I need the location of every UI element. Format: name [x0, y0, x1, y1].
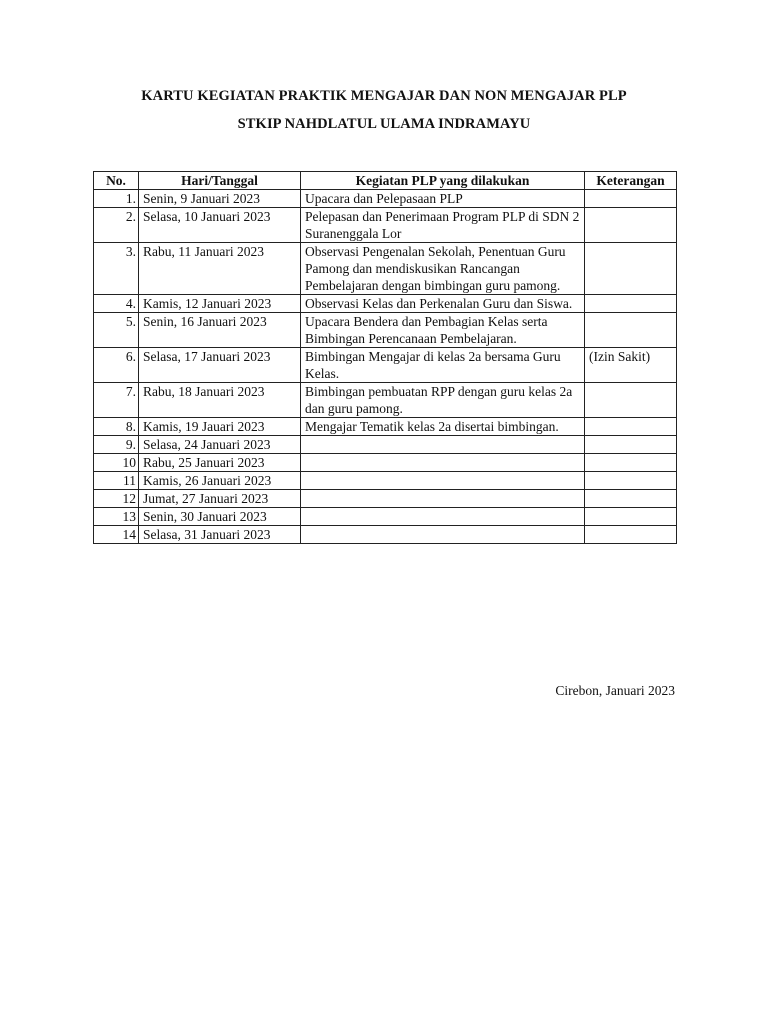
- row-activity: [301, 436, 585, 454]
- table-row: [94, 348, 677, 383]
- row-activity: Bimbingan Mengajar di kelas 2a bersama Guru Kelas.: [301, 348, 585, 383]
- row-note: [585, 526, 677, 544]
- row-date: Senin, 16 Januari 2023: [139, 313, 301, 348]
- row-note: [585, 208, 677, 243]
- row-date: Kamis, 12 Januari 2023: [139, 295, 301, 313]
- row-no: 3.: [94, 243, 139, 295]
- row-no: 8.: [94, 418, 139, 436]
- row-note: [585, 490, 677, 508]
- table-row: [94, 526, 677, 544]
- document-title: KARTU KEGIATAN PRAKTIK MENGAJAR DAN NON MENGAJAR PLP: [141, 88, 627, 104]
- row-activity: Observasi Kelas dan Perkenalan Guru dan Siswa.: [301, 295, 585, 313]
- row-activity: Upacara dan Pelepasaan PLP: [301, 190, 585, 208]
- row-activity: Bimbingan pembuatan RPP dengan guru kelas 2a dan guru pamong.: [301, 383, 585, 418]
- row-activity: [301, 526, 585, 544]
- row-note: (Izin Sakit): [585, 348, 677, 383]
- row-note: [585, 454, 677, 472]
- header-activity: Kegiatan PLP yang dilakukan: [301, 172, 585, 190]
- row-no: 10: [94, 454, 139, 472]
- activity-table: [93, 171, 677, 544]
- table-row: [94, 295, 677, 313]
- table-row: [94, 190, 677, 208]
- row-no: 9.: [94, 436, 139, 454]
- row-activity: [301, 490, 585, 508]
- table-row: [94, 208, 677, 243]
- table-row: [94, 383, 677, 418]
- row-date: Senin, 30 Januari 2023: [139, 508, 301, 526]
- table-row: [94, 454, 677, 472]
- row-date: Selasa, 17 Januari 2023: [139, 348, 301, 383]
- row-activity: [301, 454, 585, 472]
- row-date: Kamis, 26 Januari 2023: [139, 472, 301, 490]
- row-no: 5.: [94, 313, 139, 348]
- row-note: [585, 418, 677, 436]
- row-activity: Mengajar Tematik kelas 2a disertai bimbingan.: [301, 418, 585, 436]
- institution-name: STKIP NAHDLATUL ULAMA INDRAMAYU: [237, 116, 531, 132]
- row-no: 6.: [94, 348, 139, 383]
- row-date: Rabu, 11 Januari 2023: [139, 243, 301, 295]
- table-row: [94, 418, 677, 436]
- row-activity: [301, 472, 585, 490]
- row-note: [585, 313, 677, 348]
- row-no: 1.: [94, 190, 139, 208]
- row-note: [585, 472, 677, 490]
- row-date: Rabu, 25 Januari 2023: [139, 454, 301, 472]
- row-note: [585, 190, 677, 208]
- table-row: [94, 472, 677, 490]
- row-note: [585, 436, 677, 454]
- table-row: [94, 490, 677, 508]
- table-header-row: [94, 172, 677, 190]
- header-no: No.: [94, 172, 139, 190]
- row-no: 7.: [94, 383, 139, 418]
- row-date: Senin, 9 Januari 2023: [139, 190, 301, 208]
- row-date: Jumat, 27 Januari 2023: [139, 490, 301, 508]
- row-note: [585, 295, 677, 313]
- row-date: Selasa, 24 Januari 2023: [139, 436, 301, 454]
- table-row: [94, 243, 677, 295]
- row-activity: Upacara Bendera dan Pembagian Kelas serta Bimbingan Perencanaan Pembelajaran.: [301, 313, 585, 348]
- table-row: [94, 508, 677, 526]
- header-date: Hari/Tanggal: [139, 172, 301, 190]
- row-no: 4.: [94, 295, 139, 313]
- row-note: [585, 508, 677, 526]
- row-no: 14: [94, 526, 139, 544]
- row-activity: [301, 508, 585, 526]
- row-date: Selasa, 10 Januari 2023: [139, 208, 301, 243]
- row-activity: Pelepasan dan Penerimaan Program PLP di SDN 2 Suranenggala Lor: [301, 208, 585, 243]
- row-note: [585, 383, 677, 418]
- place-and-date: Cirebon, Januari 2023: [555, 683, 675, 698]
- header-note: Keterangan: [585, 172, 677, 190]
- row-date: Rabu, 18 Januari 2023: [139, 383, 301, 418]
- row-no: 13: [94, 508, 139, 526]
- row-date: Kamis, 19 Jauari 2023: [139, 418, 301, 436]
- table-row: [94, 436, 677, 454]
- row-no: 12: [94, 490, 139, 508]
- row-no: 11: [94, 472, 139, 490]
- row-no: 2.: [94, 208, 139, 243]
- table-row: [94, 313, 677, 348]
- row-date: Selasa, 31 Januari 2023: [139, 526, 301, 544]
- row-activity: Observasi Pengenalan Sekolah, Penentuan Guru Pamong dan mendiskusikan Rancangan Pembelajaran dengan bimbingan guru pamong.: [301, 243, 585, 295]
- row-note: [585, 243, 677, 295]
